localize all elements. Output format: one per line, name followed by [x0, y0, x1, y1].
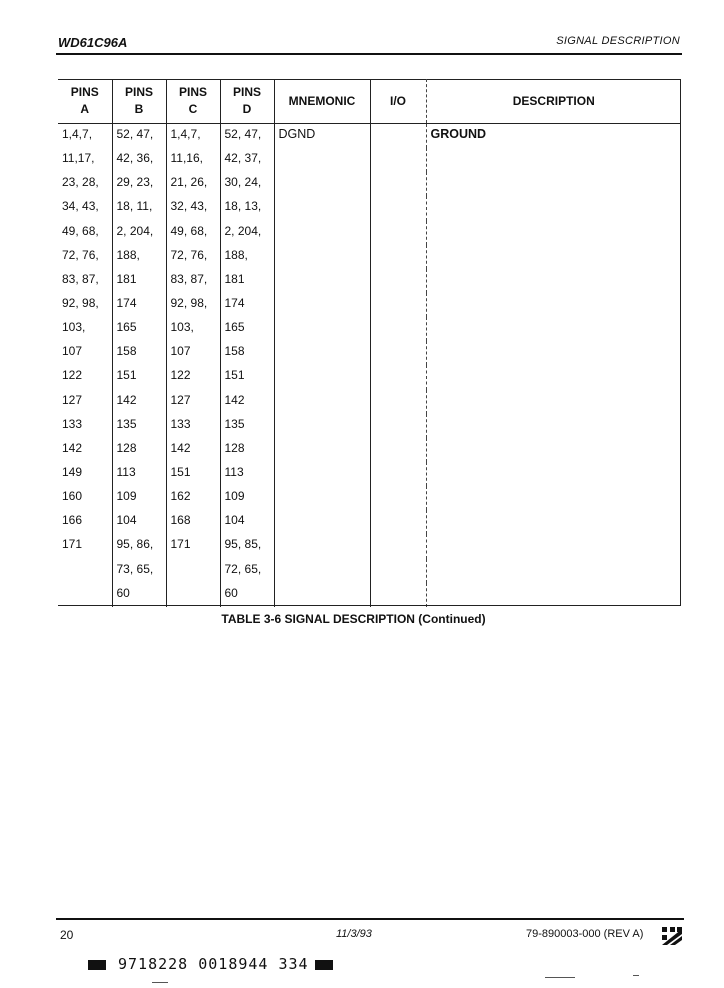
table-row [58, 438, 681, 462]
table-row [58, 245, 681, 269]
cell-io [370, 390, 426, 414]
cell-pins-a: 142 [62, 440, 83, 455]
table-row [58, 221, 681, 245]
cell-pins-d: 181 [220, 269, 274, 293]
cell-pins-c: 32, 43, [166, 196, 220, 220]
table-row [58, 534, 681, 558]
cell-pins-a: 107 [62, 344, 83, 359]
col-header-mnemonic: MNEMONIC [274, 79, 370, 124]
cell-mnemonic [274, 148, 370, 172]
cell-description [426, 341, 681, 365]
cell-pins-d: 113 [220, 462, 274, 486]
cell-pins-d: 109 [220, 486, 274, 510]
cell-pins-b: 181 [112, 269, 166, 293]
table-row [58, 269, 681, 293]
cell-description [426, 534, 681, 558]
cell-io [370, 341, 426, 365]
cell-description [426, 510, 681, 534]
cell-io [370, 148, 426, 172]
cell-pins-a: 92, 98, [62, 295, 99, 310]
cell-io [370, 196, 426, 220]
footer-rule [56, 918, 684, 920]
page-number: 20 [60, 928, 74, 942]
cell-pins-b: 165 [112, 317, 166, 341]
cell-pins-a: 171 [62, 537, 83, 552]
cell-pins-b: 52, 47, [112, 124, 166, 149]
cell-pins-d: 151 [220, 365, 274, 389]
cell-pins-c: 21, 26, [166, 172, 220, 196]
cell-mnemonic [274, 414, 370, 438]
cell-pins-c: 142 [166, 438, 220, 462]
cell-pins-c: 151 [166, 462, 220, 486]
cell-description [426, 245, 681, 269]
cell-pins-c [166, 583, 220, 607]
cell-mnemonic [274, 293, 370, 317]
cell-pins-a: 127 [62, 392, 83, 407]
cell-description: GROUND [426, 124, 681, 149]
cell-io [370, 172, 426, 196]
cell-mnemonic [274, 365, 370, 389]
col-header-pins-d: PINS D [220, 79, 274, 124]
cell-io [370, 365, 426, 389]
col-header-io: I/O [370, 79, 426, 124]
cell-pins-a: 49, 68, [62, 223, 99, 238]
cell-pins-d: 60 [220, 583, 274, 607]
cell-mnemonic [274, 196, 370, 220]
cell-pins-a: 166 [62, 513, 83, 528]
cell-pins-c: 72, 76, [166, 245, 220, 269]
cell-pins-c: 11,16, [166, 148, 220, 172]
cell-pins-b: 113 [112, 462, 166, 486]
cell-pins-d: 72, 65, [220, 559, 274, 583]
cell-pins-d: 128 [220, 438, 274, 462]
cell-io [370, 245, 426, 269]
cell-pins-c: 171 [166, 534, 220, 558]
table-row [58, 293, 681, 317]
cell-pins-a: 133 [62, 416, 83, 431]
cell-io [370, 559, 426, 583]
col-header-pins-a: PINS A [58, 79, 112, 124]
table-row [58, 148, 681, 172]
cell-description [426, 486, 681, 510]
cell-pins-c: 127 [166, 390, 220, 414]
cell-pins-b: 142 [112, 390, 166, 414]
cell-mnemonic [274, 269, 370, 293]
table-header-row [58, 79, 681, 124]
table-caption: TABLE 3-6 SIGNAL DESCRIPTION (Continued) [221, 612, 486, 626]
table-row [58, 317, 681, 341]
cell-description [426, 559, 681, 583]
cell-pins-c: 1,4,7, [166, 124, 220, 149]
cell-mnemonic [274, 172, 370, 196]
cell-pins-d: 165 [220, 317, 274, 341]
table-row [58, 196, 681, 220]
cell-mnemonic [274, 438, 370, 462]
section-title: SIGNAL DESCRIPTION [556, 35, 680, 47]
cell-mnemonic [274, 221, 370, 245]
cell-pins-c: 49, 68, [166, 221, 220, 245]
cell-pins-b: 73, 65, [112, 559, 166, 583]
cell-io [370, 414, 426, 438]
cell-description [426, 221, 681, 245]
cell-description [426, 172, 681, 196]
cell-io [370, 269, 426, 293]
cell-pins-b: 128 [112, 438, 166, 462]
table-row [58, 486, 681, 510]
cell-pins-b: 95, 86, [112, 534, 166, 558]
cell-pins-b: 29, 23, [112, 172, 166, 196]
cell-mnemonic [274, 534, 370, 558]
cell-description [426, 293, 681, 317]
cell-pins-c: 162 [166, 486, 220, 510]
scan-mark [152, 982, 168, 983]
cell-pins-d: 142 [220, 390, 274, 414]
barcode-block-left [88, 960, 106, 970]
cell-pins-d: 2, 204, [220, 221, 274, 245]
table-row [58, 124, 681, 149]
cell-mnemonic [274, 390, 370, 414]
cell-mnemonic [274, 583, 370, 607]
cell-pins-b: 174 [112, 293, 166, 317]
cell-mnemonic: DGND [274, 124, 370, 149]
cell-pins-b: 2, 204, [112, 221, 166, 245]
barcode-block-right [315, 960, 333, 970]
table-row [58, 341, 681, 365]
cell-pins-c: 122 [166, 365, 220, 389]
cell-io [370, 124, 426, 149]
cell-pins-b: 135 [112, 414, 166, 438]
header-rule [56, 53, 682, 55]
cell-pins-a: 160 [62, 489, 83, 504]
table-row [58, 510, 681, 534]
cell-pins-a: 23, 28, [62, 175, 99, 190]
cell-description [426, 414, 681, 438]
cell-io [370, 438, 426, 462]
cell-description [426, 390, 681, 414]
col-header-pins-b: PINS B [112, 79, 166, 124]
cell-pins-a: 149 [62, 464, 83, 479]
cell-io [370, 583, 426, 607]
cell-pins-a: 122 [62, 368, 83, 383]
cell-pins-c: 83, 87, [166, 269, 220, 293]
table-row [58, 583, 681, 607]
cell-pins-a [58, 559, 112, 583]
cell-pins-a: 72, 76, [62, 247, 99, 262]
cell-mnemonic [274, 510, 370, 534]
cell-description [426, 269, 681, 293]
cell-pins-d: 104 [220, 510, 274, 534]
cell-pins-b: 42, 36, [112, 148, 166, 172]
table-row [58, 390, 681, 414]
cell-pins-d: 52, 47, [220, 124, 274, 149]
signal-description-table [58, 79, 681, 607]
cell-pins-d: 42, 37, [220, 148, 274, 172]
cell-mnemonic [274, 317, 370, 341]
table-row [58, 172, 681, 196]
scan-mark [633, 975, 639, 976]
cell-pins-b: 104 [112, 510, 166, 534]
cell-pins-b: 158 [112, 341, 166, 365]
cell-io [370, 462, 426, 486]
scan-mark [545, 977, 575, 978]
cell-mnemonic [274, 486, 370, 510]
cell-pins-b: 109 [112, 486, 166, 510]
cell-pins-a: 11,17, [62, 151, 95, 166]
cell-pins-c: 103, [166, 317, 220, 341]
cell-pins-c: 92, 98, [166, 293, 220, 317]
barcode-strip [88, 955, 333, 973]
cell-pins-d: 174 [220, 293, 274, 317]
col-header-description: DESCRIPTION [426, 79, 681, 124]
table-row [58, 414, 681, 438]
document-part-number: WD61C96A [58, 35, 128, 50]
cell-pins-a: 83, 87, [62, 271, 99, 286]
cell-io [370, 317, 426, 341]
cell-io [370, 486, 426, 510]
cell-pins-d: 30, 24, [220, 172, 274, 196]
cell-io [370, 293, 426, 317]
cell-pins-d: 95, 85, [220, 534, 274, 558]
table-row [58, 462, 681, 486]
cell-pins-a: 34, 43, [62, 199, 99, 214]
col-header-pins-c: PINS C [166, 79, 220, 124]
footer-document-number: 79-890003-000 (REV A) [526, 928, 644, 940]
cell-pins-a: 1,4,7, [62, 127, 93, 141]
cell-pins-b: 188, [112, 245, 166, 269]
cell-pins-a [58, 583, 112, 607]
cell-description [426, 148, 681, 172]
cell-pins-b: 60 [112, 583, 166, 607]
cell-description [426, 438, 681, 462]
cell-description [426, 196, 681, 220]
cell-pins-c: 107 [166, 341, 220, 365]
cell-description [426, 365, 681, 389]
cell-pins-d: 18, 13, [220, 196, 274, 220]
footer-date: 11/3/93 [336, 928, 372, 940]
cell-description [426, 462, 681, 486]
cell-pins-c: 133 [166, 414, 220, 438]
cell-io [370, 534, 426, 558]
cell-io [370, 221, 426, 245]
cell-pins-d: 135 [220, 414, 274, 438]
company-logo-icon [661, 926, 683, 946]
cell-mnemonic [274, 341, 370, 365]
cell-pins-d: 188, [220, 245, 274, 269]
cell-mnemonic [274, 245, 370, 269]
cell-pins-b: 151 [112, 365, 166, 389]
cell-description [426, 317, 681, 341]
cell-pins-d: 158 [220, 341, 274, 365]
table-row [58, 365, 681, 389]
table-right-border [680, 79, 681, 606]
cell-pins-a: 103, [62, 320, 86, 335]
cell-pins-c: 168 [166, 510, 220, 534]
cell-mnemonic [274, 462, 370, 486]
cell-io [370, 510, 426, 534]
table-bottom-border [58, 605, 681, 606]
cell-pins-c [166, 559, 220, 583]
barcode-number: 9718228 0018944 334 [118, 955, 309, 973]
cell-mnemonic [274, 559, 370, 583]
cell-description [426, 583, 681, 607]
cell-pins-b: 18, 11, [112, 196, 166, 220]
table-row [58, 559, 681, 583]
